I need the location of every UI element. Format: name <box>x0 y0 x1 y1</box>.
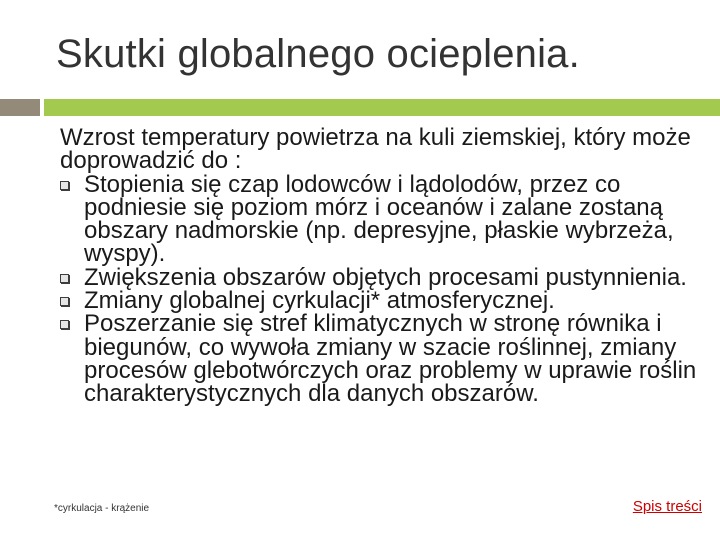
accent-bar-left <box>0 99 40 116</box>
list-item <box>60 310 710 408</box>
table-of-contents-link[interactable]: Spis treści <box>632 498 702 515</box>
footnote: *cyrkulacja - krążenie <box>54 503 150 514</box>
square-bullet-icon <box>60 297 69 306</box>
accent-bar-right <box>44 99 720 116</box>
list-item <box>60 263 710 291</box>
bullet-list <box>60 170 710 408</box>
bullet-text: Zwiększenia obszarów objętych procesami pustynnienia. <box>84 263 687 291</box>
bullet-text: Zmiany globalnej cyrkulacji* atmosferycznej. <box>84 287 555 315</box>
bullet-text: Poszerzanie się stref klimatycznych w stronę równika i biegunów, co wywoła zmiany w szacie roślinnej, zmiany procesów glebotwórczych oraz problemy w uprawie roślin charakterystycznych dla danych obszarów. <box>84 310 697 408</box>
square-bullet-icon <box>60 274 69 283</box>
slide-title: Skutki globalnego ocieplenia. <box>56 32 580 76</box>
square-bullet-icon <box>60 320 69 329</box>
square-bullet-icon <box>60 181 69 190</box>
list-item <box>60 287 710 315</box>
bullet-text: Stopienia się czap lodowców i lądolodów, przez co podniesie się poziom mórz i oceanów i zalane zostaną obszary nadmorskie (np. depresyjne, płaskie wybrzeża, wyspy). <box>84 170 674 268</box>
slide-body <box>60 126 710 406</box>
intro-text: Wzrost temperatury powietrza na kuli ziemskiej, który może doprowadzić do : <box>60 124 691 175</box>
list-item <box>60 170 710 268</box>
